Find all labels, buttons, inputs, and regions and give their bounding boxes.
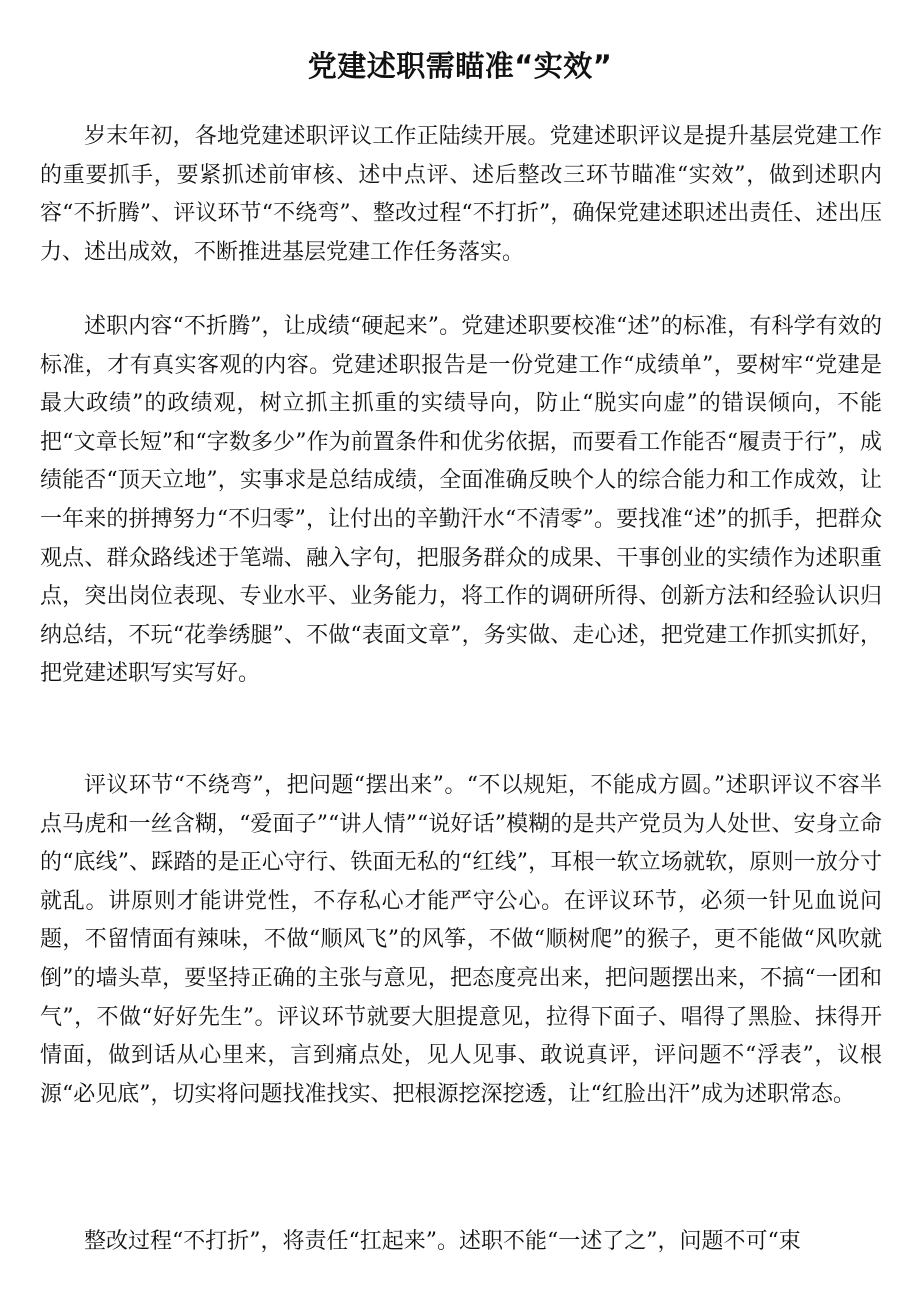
document-title: 党建述职需瞄准“实效” [307,49,613,83]
paragraph-rectification: 整改过程“不打折”，将责任“扛起来”。述职不能“一述了之”，问题不可“束 [84,1229,801,1254]
paragraph-report-content: 述职内容“不折腾”，让成绩“硬起来”。党建述职要校准“述”的标准，有科学有效的标准，才有真实客观的内容。党建述职报告是一份党建工作“成绩单”，要树牢“党建是最大政绩”的政绩观，树立抓主抓重的实绩导向，防止“脱实向虚”的错误倾向，不能把“文章长短”和“字数多少”作为前置条件和优劣依据，而要看工作能否“履责于行”，成绩能否“顶天立地”，实事求是总结成绩，全面准确反映个人的综合能力和工作成效，让一年来的拼搏努力“不归零”，让付出的辛勤汗水“不清零”。要找准“述”的抓手，把群众观点、群众路线述于笔端、融入字句，把服务群众的成果、干事创业的实绩作为述职重点，突出岗位表现、专业水平、业务能力，将工作的调研所得、创新方法和经验认识归纳总结，不玩“花拳绣腿”、不做“表面文章”，务实做、走心述，把党建工作抓实抓好，把党建述职写实写好。 [40,314,882,687]
paragraph-review-process: 评议环节“不绕弯”，把问题“摆出来”。“不以规矩，不能成方圆。”述职评议不容半点马虎和一丝含糊，“爱面子”“讲人情”“说好话”模糊的是共产党员为人处世、安身立命的“底线”、踩踏的是正心守行、铁面无私的“红线”，耳根一软立场就软，原则一放分寸就乱。讲原则才能讲党性，不存私心才能严守公心。在评议环节，必须一针见血说问题，不留情面有辣味，不做“顺风飞”的风筝，不做“顺树爬”的猴子，更不能做“风吹就倒”的墙头草，要坚持正确的主张与意见，把态度亮出来，把问题摆出来，不搞“一团和气”，不做“好好先生”。评议环节就要大胆提意见，拉得下面子、唱得了黑脸、抹得开情面，做到话从心里来，言到痛点处，见人见事、敢说真评，评问题不“浮表”，议根源“必见底”，切实将问题找准找实、把根源挖深挖透，让“红脸出汗”成为述职常态。 [40,773,882,1107]
paragraph-intro: 岁末年初，各地党建述职评议工作正陆续开展。党建述职评议是提升基层党建工作的重要抓手，要紧抓述前审核、述中点评、述后整改三环节瞄准“实效”，做到述职内容“不折腾”、评议环节“不绕弯”、整改过程“不打折”，确保党建述职述出责任、述出压力、述出成效，不断推进基层党建工作任务落实。 [40,124,882,265]
